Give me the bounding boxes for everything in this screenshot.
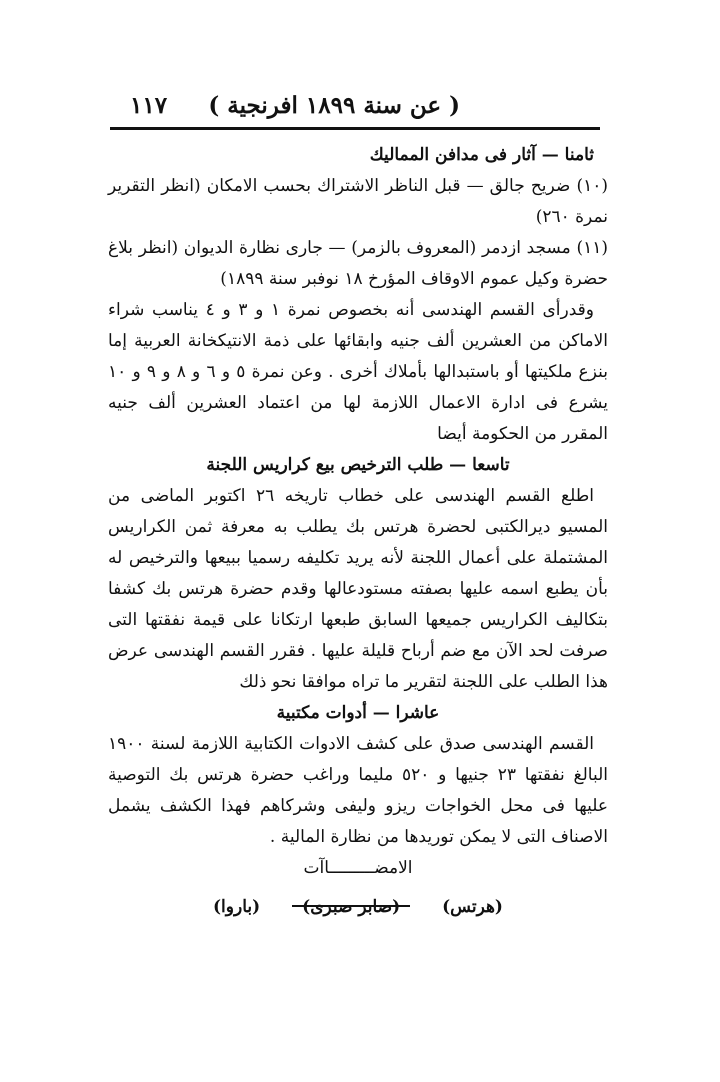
section-9-title: تاسعا — طلب الترخيص بيع كراريس اللجنة	[206, 455, 510, 475]
section-8-title: ثامنا — آثار فى مدافن المماليك	[369, 145, 594, 165]
page-number: ١١٧	[130, 92, 168, 119]
item-10: (١٠) ضريح جالق — قبل الناظر الاشتراك بحسب الامكان (انظر التقرير نمرة ٢٦٠)	[108, 176, 608, 227]
signature-name: (باروا)	[213, 897, 261, 917]
section-10-title: عاشرا — أدوات مكتبية	[276, 703, 440, 723]
closing-rule	[292, 905, 410, 907]
item-11: (١١) مسجد ازدمر (المعروف بالزمر) — جارى نظارة الديوان (انظر بلاغ حضرة وكيل عموم الاوقاف المؤرخ ١٨ نوفبر سنة ١٨٩٩)	[108, 238, 608, 289]
page-header	[110, 90, 590, 124]
section-9-paragraph: اطلع القسم الهندسى على خطاب تاريخه ٢٦ اكتوبر الماضى من المسيو ديرالكتبى لحضرة هرتس بك يطلب به معرفة ثمن الكراريس المشتملة على أعمال اللجنة لأنه يريد تكليفه رسميا ببيعها والترخيص له بأن يطبع اسمه عليها بصفته مستودعالها وقدم حضرة هرتس بك كشفا بتكاليف الكراريس جميعها السابق طبعها ارتكانا على قيمة نفقتها التى صرفت لحد الآن مع ضم أرباح قليلة عليها . فقرر القسم الهندسى عرض هذا الطلب على اللجنة لتقرير ما تراه موافقا نحو ذلك	[108, 486, 608, 692]
section-8-paragraph: وقدرأى القسم الهندسى أنه بخصوص نمرة ١ و ٣ و ٤ يناسب شراء الاماكن من العشرين ألف جنيه وابقائها على ذمة الانتيكخانة العربية إما بنزع ملكيتها أو باستبدالها بأملاك أخرى . وعن نمرة ٥ و ٦ و ٨ و ٩ و ١٠ يشرع فى ادارة الاعمال اللازمة لها من اعتماد العشرين ألف جنيه المقرر من الحكومة أيضا	[108, 300, 608, 444]
signatures-row	[108, 892, 608, 923]
page-body	[108, 140, 608, 923]
signature-name: (هرتس)	[442, 897, 503, 917]
section-10-paragraph: القسم الهندسى صدق على كشف الادوات الكتابية اللازمة لسنة ١٩٠٠ البالغ نفقتها ٢٣ جنيها و ٥٢٠ مليما وراغب حضرة هرتس بك التوصية عليها فى محل الخواجات ريزو وليفى وشركاهم فهذا الكشف يشمل الاصناف التى لا يمكن توريدها من نظارة المالية .	[108, 734, 608, 847]
header-title: ( عن سنة ١٨٩٩ افرنجية )	[208, 92, 460, 119]
signatures-label: الامضـــــــــاآت	[303, 858, 413, 878]
signature-name: (صابر صبرى)	[302, 897, 401, 917]
header-rule	[110, 127, 600, 130]
